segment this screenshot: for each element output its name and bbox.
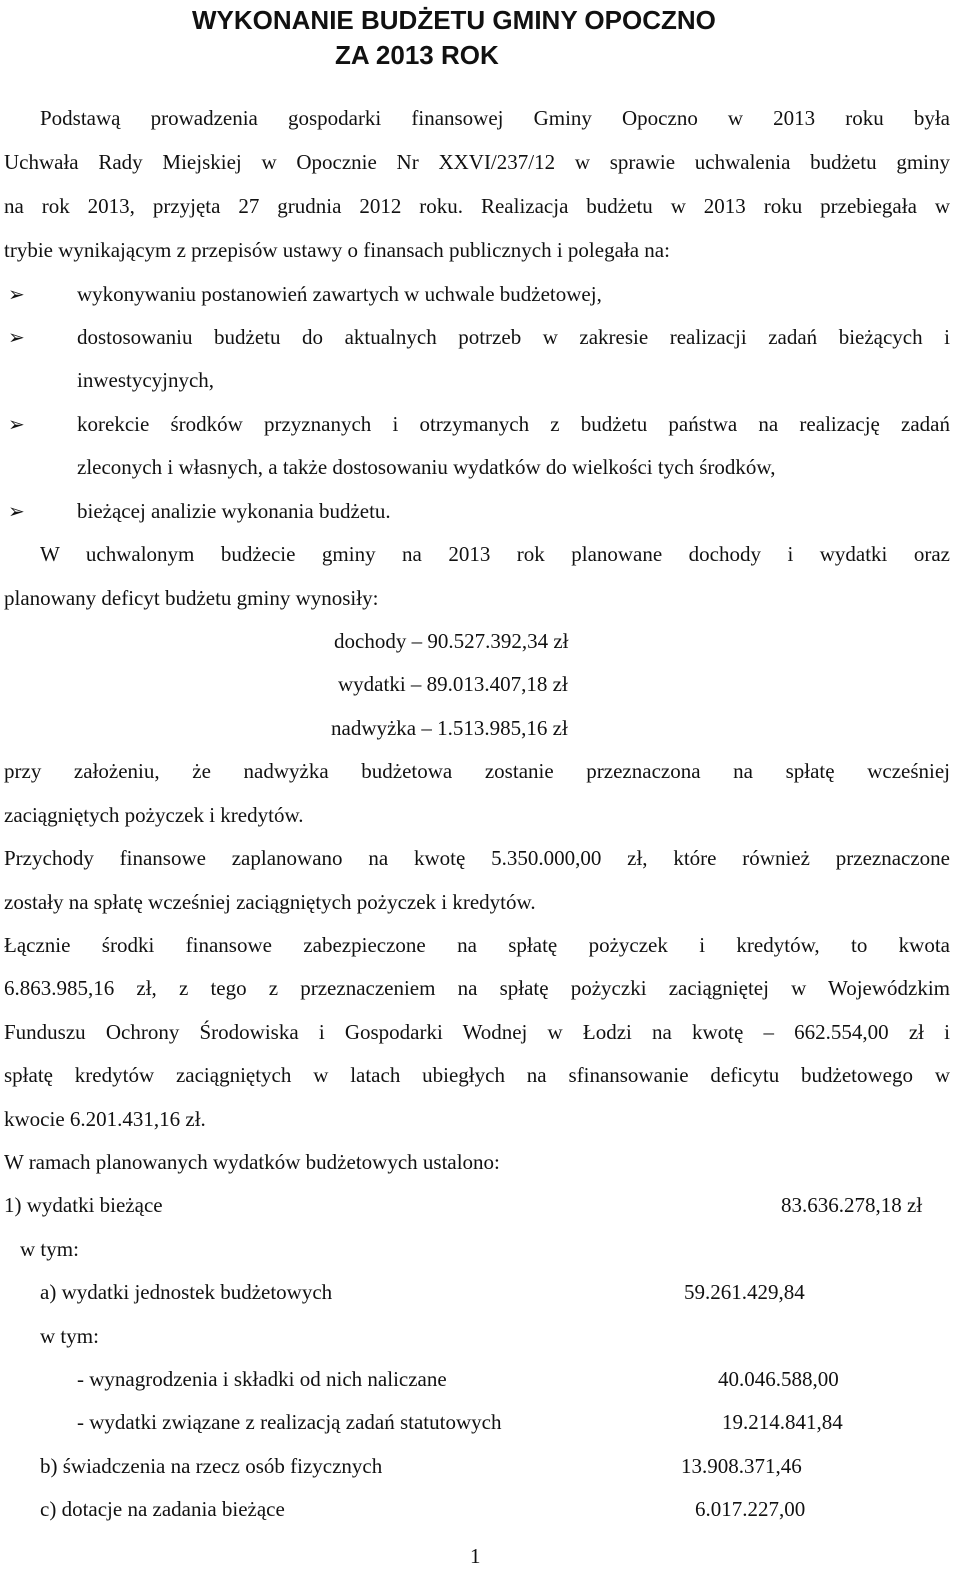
- intro-line-1: Podstawą prowadzenia gospodarki finansowej Gminy Opoczno w 2013 roku była: [40, 106, 950, 130]
- plan-line-1: W uchwalonym budżecie gminy na 2013 rok planowane dochody i wydatki oraz: [40, 542, 950, 566]
- budget-units-expenses-label: a) wydatki jednostek budżetowych: [40, 1280, 333, 1304]
- individual-benefits-label: b) świadczenia na rzecz osób fizycznych: [40, 1454, 383, 1478]
- bullet-item-3: korekcie środków przyznanych i otrzymanych z budżetu państwa na realizację zadań: [77, 412, 950, 436]
- arrow-bullet-icon: ➢: [8, 282, 25, 306]
- intro-line-4: trybie wynikającym z przepisów ustawy o finansach publicznych i polegała na:: [4, 238, 670, 262]
- plan-line-9: Funduszu Ochrony Środowiska i Gospodarki Wodnej w Łodzi na kwotę – 662.554,00 zł i: [4, 1020, 950, 1044]
- bullet-item-2: dostosowaniu budżetu do aktualnych potrzeb w zakresie realizacji zadań bieżących i: [77, 325, 950, 349]
- plan-line-10: spłatę kredytów zaciągniętych w latach ubiegłych na sfinansowanie deficytu budżetowego w: [4, 1063, 950, 1087]
- in-that-label: w tym:: [40, 1324, 99, 1348]
- plan-line-11: kwocie 6.201.431,16 zł.: [4, 1107, 206, 1131]
- planned-expenses: wydatki – 89.013.407,18 zł: [338, 672, 568, 696]
- bullet-item-2-continued: inwestycyjnych,: [77, 368, 215, 392]
- budget-units-expenses-value: 59.261.429,84: [684, 1280, 805, 1304]
- intro-line-2: Uchwała Rady Miejskiej w Opocznie Nr XXVI/237/12 w sprawie uchwalenia budżetu gminy: [4, 150, 950, 174]
- current-expenses-label: 1) wydatki bieżące: [4, 1193, 163, 1217]
- bullet-item-3-continued: zleconych i własnych, a także dostosowaniu wydatków do wielkości tych środków,: [77, 455, 776, 479]
- plan-line-5: Przychody finansowe zaplanowano na kwotę 5.350.000,00 zł, które również przeznaczone: [4, 846, 950, 870]
- plan-line-3: przy założeniu, że nadwyżka budżetowa zostanie przeznaczona na spłatę wcześniej: [4, 759, 950, 783]
- bullet-item-1: wykonywaniu postanowień zawartych w uchwale budżetowej,: [77, 282, 602, 306]
- current-grants-label: c) dotacje na zadania bieżące: [40, 1497, 285, 1521]
- document-subtitle: ZA 2013 ROK: [335, 40, 499, 70]
- plan-line-12: W ramach planowanych wydatków budżetowych ustalono:: [4, 1150, 500, 1174]
- current-grants-value: 6.017.227,00: [695, 1497, 806, 1521]
- plan-line-7: Łącznie środki finansowe zabezpieczone na spłatę pożyczek i kredytów, to kwota: [4, 933, 950, 957]
- document-title: WYKONANIE BUDŻETU GMINY OPOCZNO: [192, 5, 716, 35]
- arrow-bullet-icon: ➢: [8, 499, 25, 523]
- statutory-tasks-value: 19.214.841,84: [722, 1410, 843, 1434]
- arrow-bullet-icon: ➢: [8, 412, 25, 436]
- individual-benefits-value: 13.908.371,46: [681, 1454, 802, 1478]
- bullet-item-4: bieżącej analizie wykonania budżetu.: [77, 499, 391, 523]
- salaries-value: 40.046.588,00: [718, 1367, 839, 1391]
- plan-line-6: zostały na spłatę wcześniej zaciągniętych pożyczek i kredytów.: [4, 890, 536, 914]
- salaries-label: - wynagrodzenia i składki od nich naliczane: [77, 1367, 447, 1391]
- intro-line-3: na rok 2013, przyjęta 27 grudnia 2012 roku. Realizacja budżetu w 2013 roku przebiegała w: [4, 194, 950, 218]
- plan-line-4: zaciągniętych pożyczek i kredytów.: [4, 803, 304, 827]
- planned-income: dochody – 90.527.392,34 zł: [334, 629, 569, 653]
- in-that-label: w tym:: [20, 1237, 79, 1261]
- planned-surplus: nadwyżka – 1.513.985,16 zł: [331, 716, 568, 740]
- plan-line-2: planowany deficyt budżetu gminy wynosiły:: [4, 586, 379, 610]
- current-expenses-value: 83.636.278,18 zł: [781, 1193, 923, 1217]
- arrow-bullet-icon: ➢: [8, 325, 25, 349]
- statutory-tasks-label: - wydatki związane z realizacją zadań statutowych: [77, 1410, 502, 1434]
- page-number: 1: [470, 1544, 481, 1568]
- plan-line-8: 6.863.985,16 zł, z tego z przeznaczeniem na spłatę pożyczki zaciągniętej w Wojewódzkim: [4, 976, 950, 1000]
